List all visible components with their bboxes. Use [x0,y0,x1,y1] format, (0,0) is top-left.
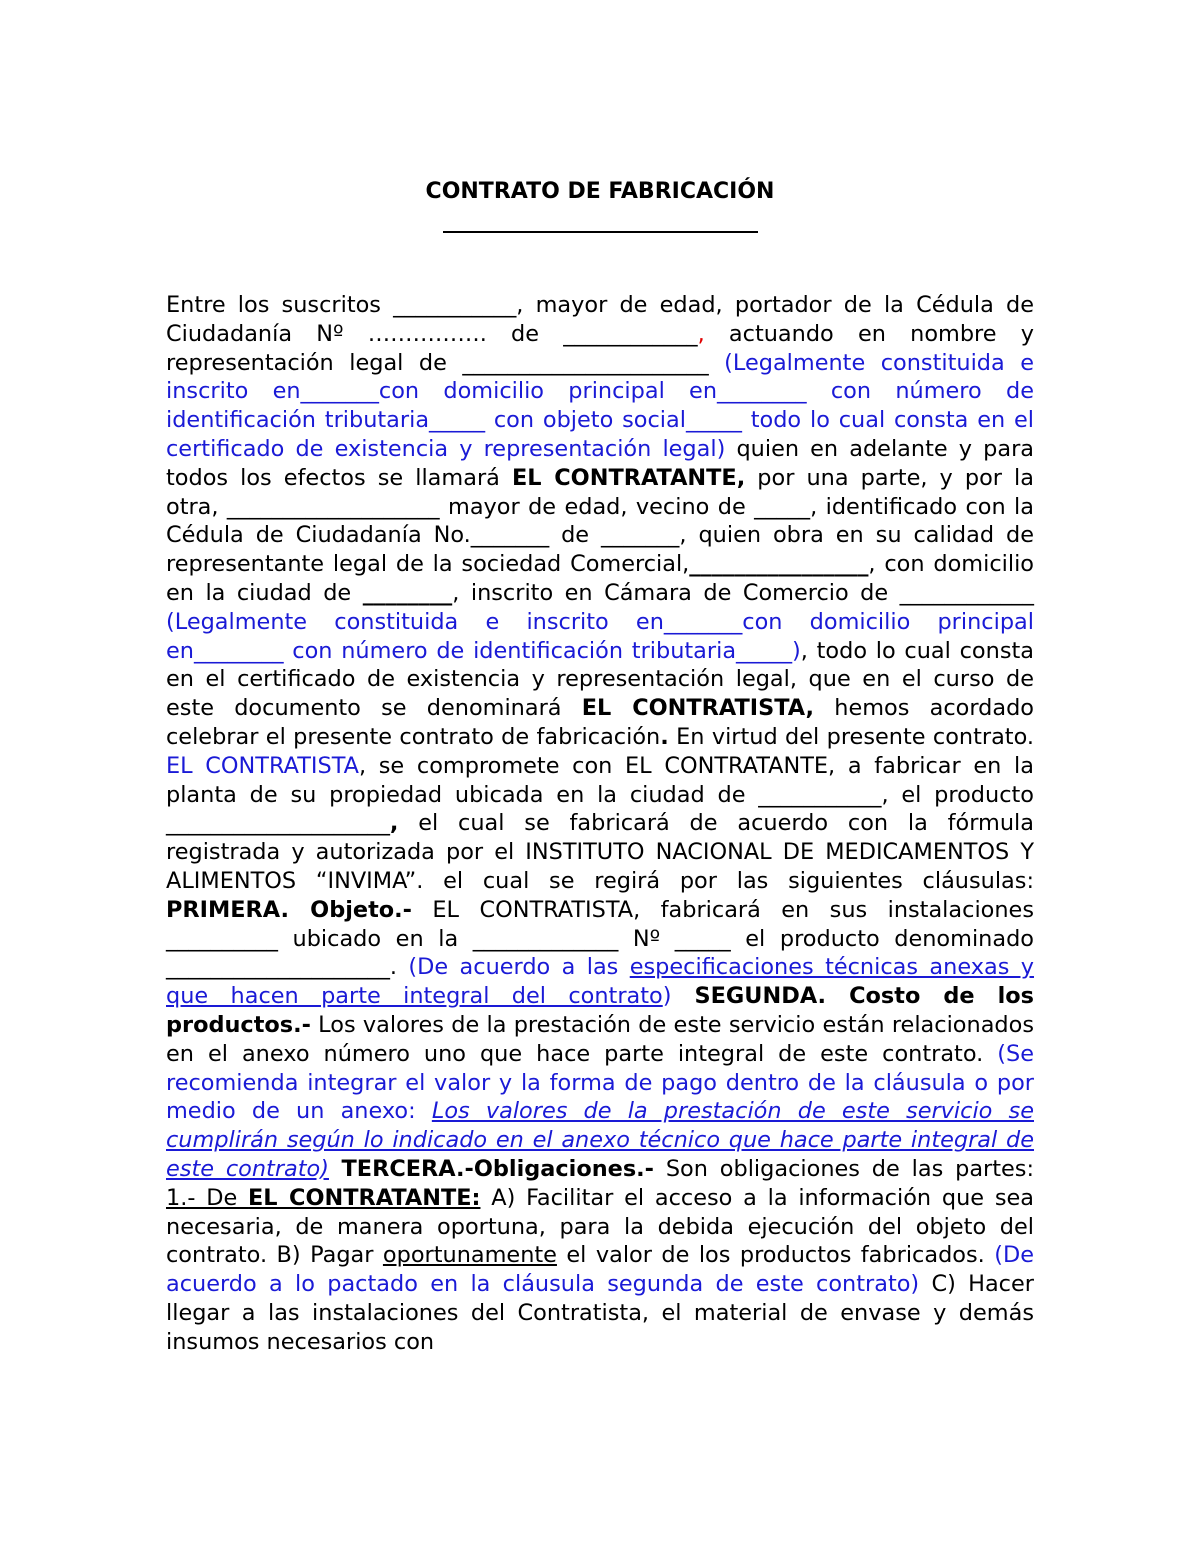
spec-note-end: ) [662,983,672,1010]
product-comma: , [389,810,399,837]
contratista-intro: por una parte, y por la otra, ___________________ mayor de edad, vecino de _____, identificado con la Cédula de Ciudadanía No._______ de _______, quien obra en su calidad de representante legal de la sociedad Comercial, [166,464,1034,578]
agreement-text: hemos acordado celebrar el presente contrato de fabricación [166,695,1035,750]
contratista-blue-term: EL CONTRATISTA [166,752,359,779]
intro-representation: actuando en nombre y representación legal de ______________________ [166,320,1034,376]
agreed-note: (De acuerdo a lo pactado en la cláusula segunda de este contrato) [166,1242,1034,1298]
domicile-text: , con domicilio en la ciudad de [166,551,1034,606]
contract-body [166,291,1034,1356]
el-contratante-term: EL CONTRATANTE, [511,464,746,491]
spec-note-start: (De acuerdo a las [408,954,630,981]
contratante-definition: quien en adelante y para todos los efectos se llamará [166,435,1034,491]
obligations-intro: Son obligaciones de las partes: [653,1155,1035,1182]
clause-segunda-text: Los valores de la prestación de este servicio están relacionados en el anexo número uno que hace parte integral de este contrato. [166,1011,1034,1067]
red-comma: , [697,320,705,347]
commitment-text: , se compromete con EL CONTRATANTE, a fabricar en la planta de su propiedad ubicada en la ciudad de ___________, el producto ____________________ [166,752,1034,837]
payment-example: Los valores de la prestación de este servicio se cumplirán según lo indicado en el anexo técnico que hace parte integral de este contrato) [166,1098,1034,1182]
obligation-1-party: EL CONTRATANTE: [248,1184,481,1211]
spec-note-underlined: especificaciones técnicas anexas y que hacen parte integral del contrato [166,954,1034,1010]
contratista-certificate-text: , todo lo cual consta en el certificado de existencia y representación legal, que en el curso de este documento se denominará [166,637,1034,722]
virtue-text: En virtud del presente contrato. [668,723,1034,750]
contratante-legal-note: (Legalmente constituida e inscrito en_______con domicilio principal en________ con número de identificación tributaria_____ con objeto social_____ todo lo cual consta en el certificado de existencia y representación legal) [166,349,1034,462]
clause-tercera-heading: TERCERA.-Obligaciones.- [328,1155,654,1182]
city-blank: ________ [362,579,453,606]
oportunamente-word: oportunamente [382,1242,557,1269]
obligation-1-label: 1.- De [166,1184,249,1211]
document-title: CONTRATO DE FABRICACIÓN [425,179,775,204]
obligation-a-b: A) Facilitar el acceso a la información que sea necesaria, de manera oportuna, para la debida ejecución del objeto del contrato. B) Pagar [166,1184,1034,1269]
clause-primera-heading: PRIMERA. Objeto.- [166,896,412,923]
el-contratista-term: EL CONTRATISTA, [581,695,815,722]
contratista-legal-note: (Legalmente constituida e inscrito en_______con domicilio principal en________ con número de identificación tributaria_____) [166,608,1034,664]
title-underline [443,231,758,233]
intro-parties: Entre los suscritos ___________, mayor de edad, portador de la Cédula de Ciudadanía Nº ……………. de ____________ [166,292,1034,347]
obligation-b-end: el valor de los productos fabricados. [556,1242,995,1269]
chamber-text: , inscrito en Cámara de Comercio de ____________ [452,579,1034,606]
obligation-c: C) Hacer llegar a las instalaciones del Contratista, el material de envase y demás insumos necesarios con [166,1271,1034,1355]
agreement-period: . [660,723,669,750]
clause-primera-text: EL CONTRATISTA, fabricará en sus instalaciones __________ ubicado en la _____________ Nº _____ el producto denominado ____________________. [166,896,1034,981]
company-name-blank: ________________ [689,551,869,578]
invima-text: el cual se fabricará de acuerdo con la fórmula registrada y autorizada por el INSTITUTO NACIONAL DE MEDICAMENTOS Y ALIMENTOS “INVIMA”. el cual se regirá por las siguientes cláusulas: [166,810,1034,894]
payment-recommendation: (Se recomienda integrar el valor y la forma de pago dentro de la cláusula o por medio de un anexo: [166,1040,1034,1125]
clause-segunda-heading: SEGUNDA. Costo de los productos.- [166,983,1034,1038]
